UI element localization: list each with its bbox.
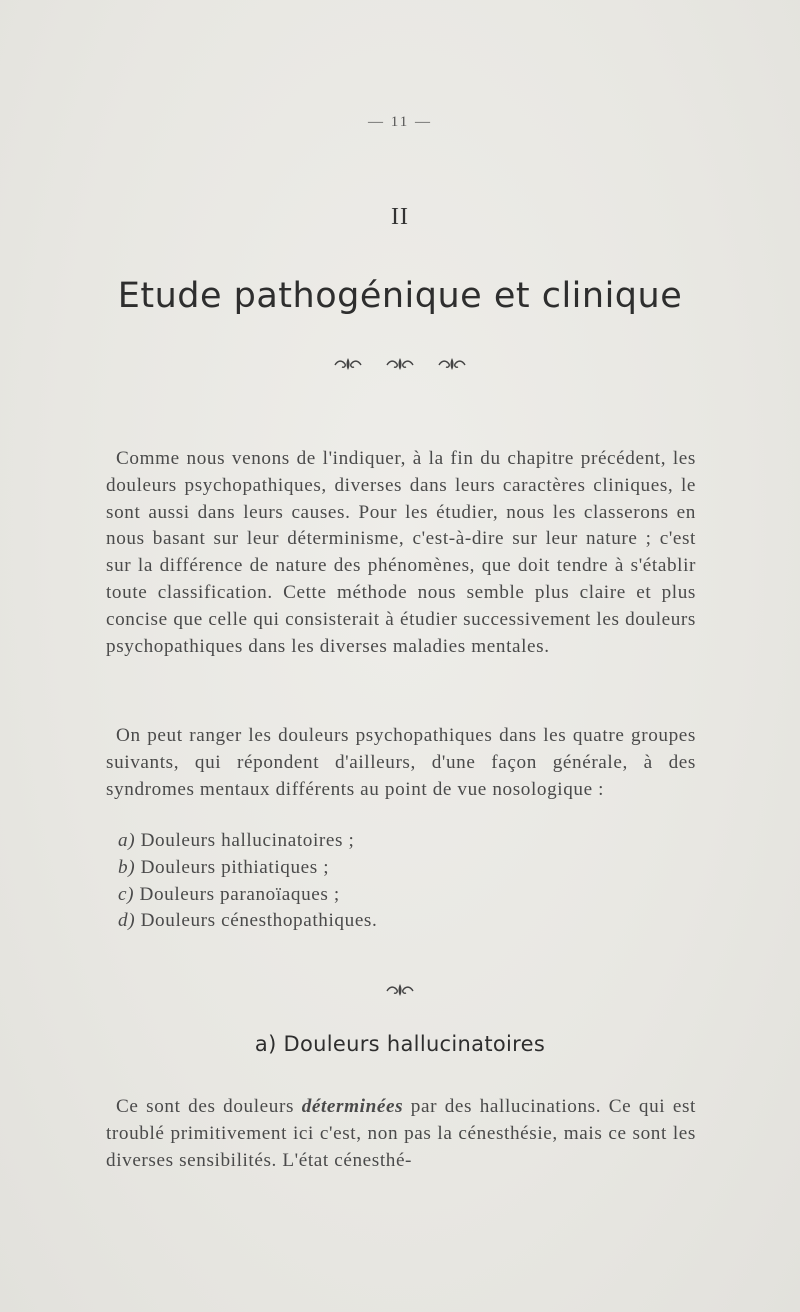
list-item [118, 855, 377, 882]
list-item [118, 828, 377, 855]
section-heading: a) Douleurs hallucinatoires [254, 1032, 546, 1056]
ornament-row [0, 356, 800, 372]
paragraph-intro-text: Comme nous venons de l'indiquer, à la fin du chapitre précédent, les douleurs psychopathiques, diverses dans leurs caractères cliniques, le sont aussi dans leurs causes. Pour les étudier, nous les classerons en nous basant sur leur déterminisme, c'est-à-dire sur leur nature ; c'est sur la différence de nature des phénomènes, que doit tendre à s'établir toute classification. Cette méthode nous semble plus claire et plus concise que celle qui consisterait à étudier successivement les douleurs psychopathiques dans les diverses maladies mentales. [106, 448, 696, 657]
fleuron-ornament-icon [437, 356, 467, 372]
paragraph-hallucinatory [106, 1094, 696, 1174]
list-item-text: Douleurs paranoïaques ; [139, 883, 340, 905]
paragraph-hallucinatory-rest: par des hallucinations. Ce qui est troublé primitivement ici c'est, non pas la cénesthésie, mais ce sont les diverses sensibilités. L'état cénesthé- [106, 1096, 696, 1171]
page-number: — 11 — [368, 114, 432, 130]
paragraph-groups-text: On peut ranger les douleurs psychopathiques dans les quatre groupes suivants, qui répondent d'ailleurs, d'une façon générale, à des syndromes mentaux différents au point de vue nosologique : [106, 725, 696, 800]
list-item-letter: b) [118, 856, 136, 878]
list-item-letter: a) [118, 830, 136, 851]
chapter-title: Etude pathogénique et clinique [117, 276, 683, 316]
classification-list [118, 828, 377, 935]
chapter-numeral: II [391, 204, 409, 230]
list-item-letter: d) [118, 910, 136, 932]
paragraph-intro [106, 446, 696, 660]
list-item-text: Douleurs pithiatiques ; [140, 856, 330, 878]
list-item-letter: c) [118, 883, 135, 905]
list-item [118, 908, 377, 935]
list-item-text: Douleurs cénesthopathiques. [140, 910, 378, 932]
emphasized-word: déterminées [301, 1096, 404, 1117]
list-item [118, 882, 377, 909]
fleuron-ornament-icon [385, 356, 415, 372]
fleuron-ornament-icon [333, 356, 363, 372]
fleuron-ornament-icon [385, 982, 415, 998]
paragraph-hallucinatory-start: Ce sont des douleurs [116, 1096, 302, 1117]
paragraph-groups [106, 723, 696, 803]
list-item-text: Douleurs hallucinatoires ; [140, 830, 355, 851]
